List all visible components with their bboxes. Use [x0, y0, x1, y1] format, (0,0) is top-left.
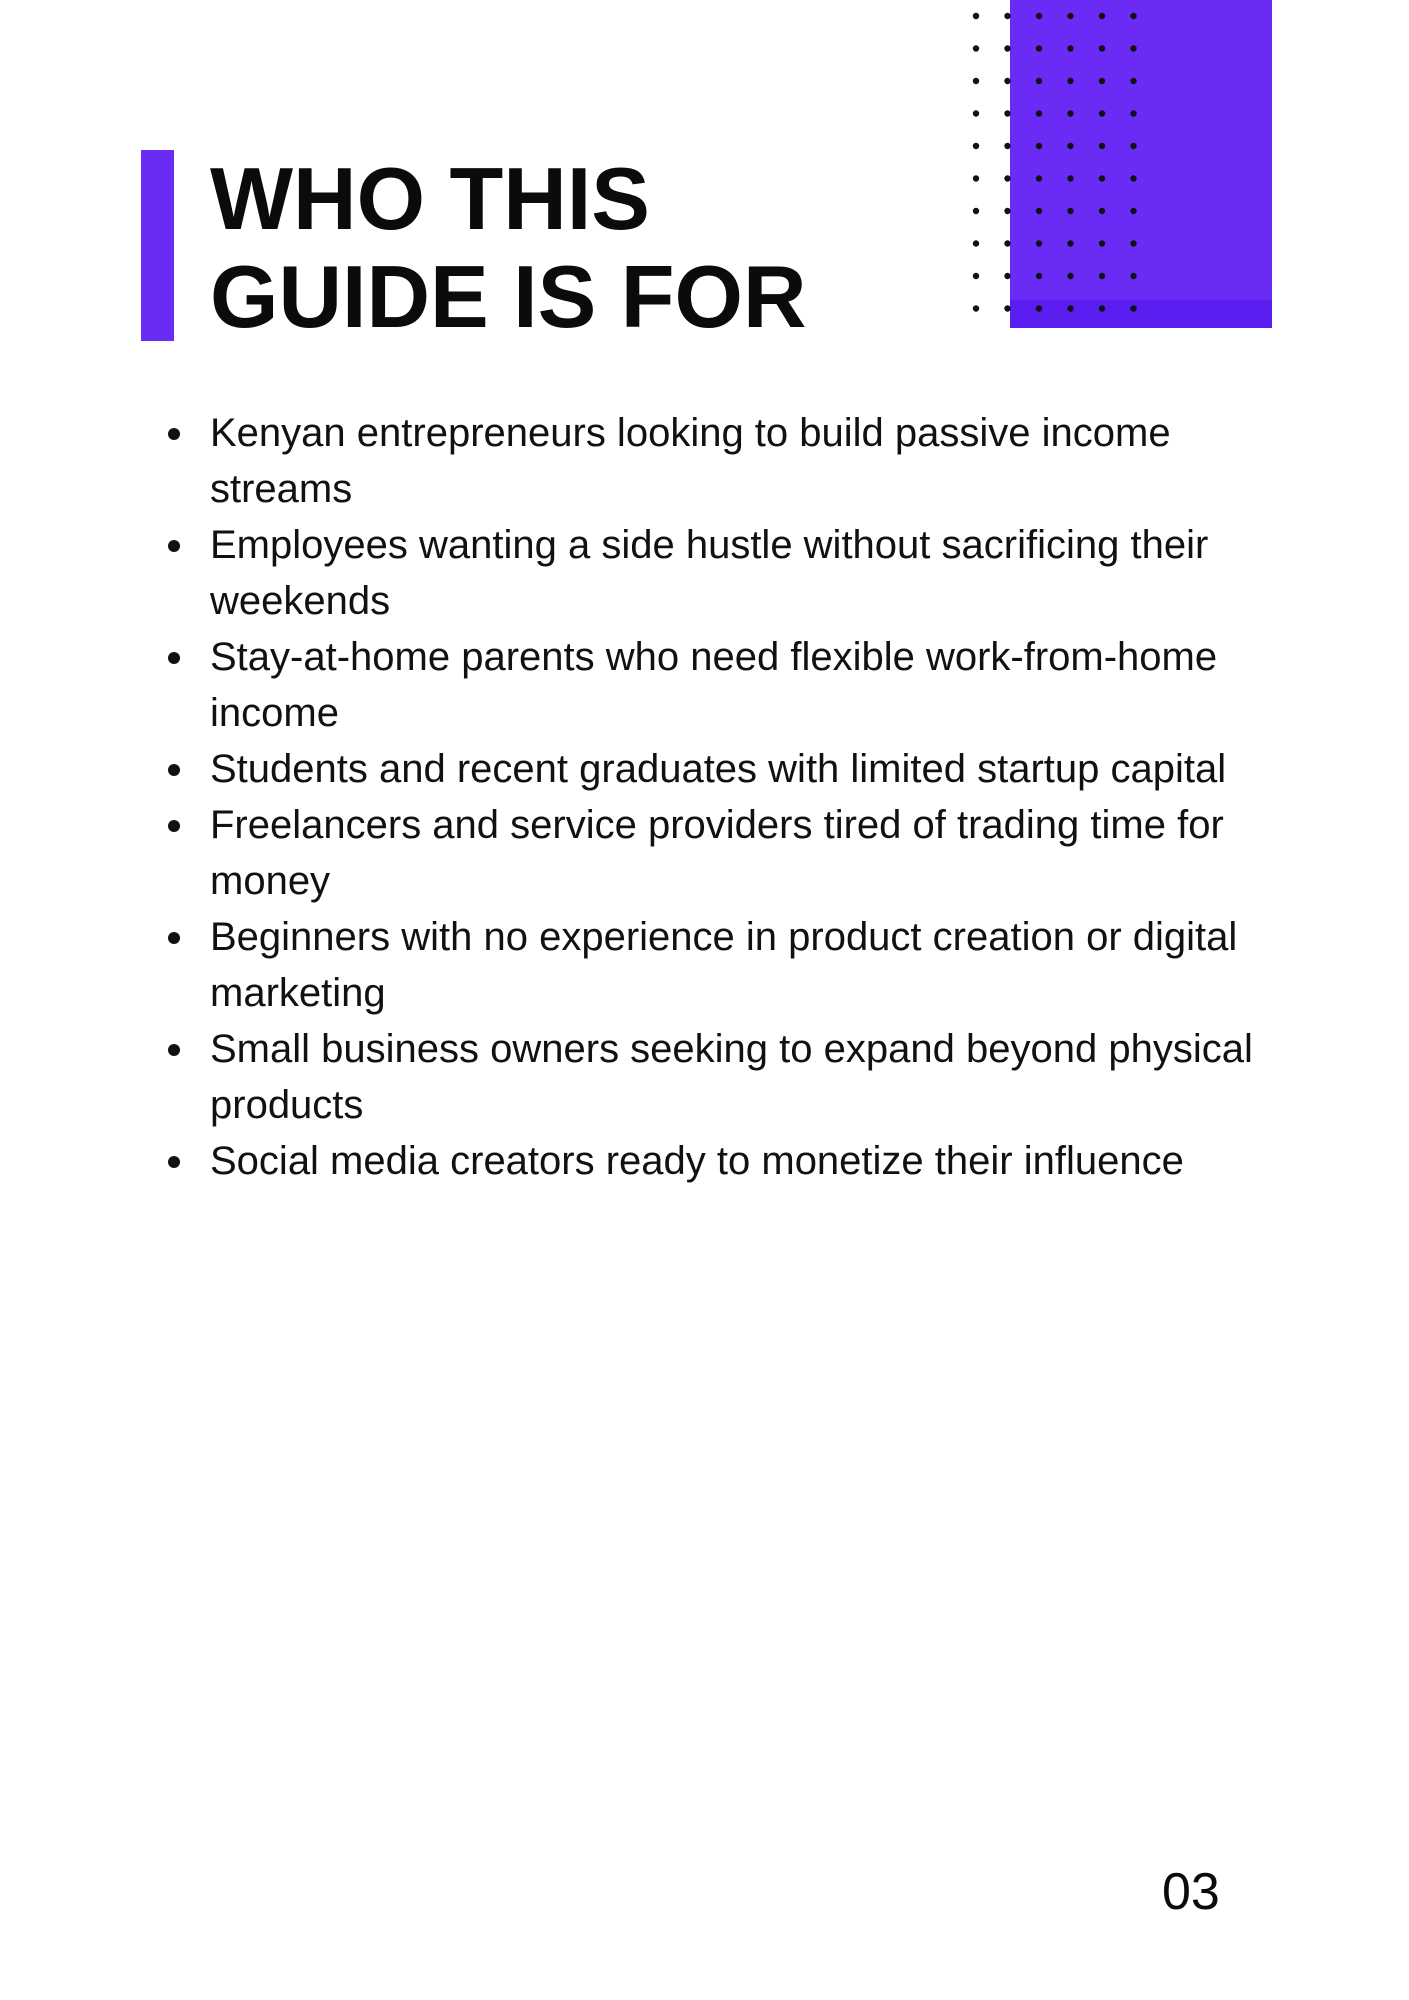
- decorative-dot: [1004, 110, 1010, 116]
- list-item-text: Students and recent graduates with limited startup capital: [210, 747, 1227, 791]
- decorative-dot: [1004, 240, 1010, 246]
- decorative-dot: [1067, 208, 1073, 214]
- decorative-dot: [1036, 305, 1042, 311]
- list-item-text: Social media creators ready to monetize their influence: [210, 1139, 1184, 1183]
- decorative-dot: [973, 78, 979, 84]
- bullet-icon: [168, 428, 180, 440]
- decorative-dot: [1067, 175, 1073, 181]
- decorative-dot: [973, 110, 979, 116]
- decorative-dot: [1130, 45, 1136, 51]
- bullet-icon: [168, 764, 180, 776]
- decorative-dot: [1099, 240, 1105, 246]
- bullet-icon: [168, 652, 180, 664]
- decorative-dot: [973, 305, 979, 311]
- decorative-dot: [973, 273, 979, 279]
- list-item: [160, 1021, 1280, 1133]
- decorative-dot: [1036, 45, 1042, 51]
- decorative-dot: [1099, 45, 1105, 51]
- list-item-text: Stay-at-home parents who need flexible work-from-home income: [210, 635, 1218, 735]
- decorative-dot: [1036, 273, 1042, 279]
- list-item-text: Kenyan entrepreneurs looking to build passive income streams: [210, 411, 1171, 511]
- list-item: [160, 1133, 1280, 1189]
- decorative-dot: [1130, 13, 1136, 19]
- page-number: 03: [1162, 1863, 1220, 1921]
- list-item: [160, 517, 1280, 629]
- decorative-dot: [1036, 78, 1042, 84]
- decorative-dot: [1099, 208, 1105, 214]
- decorative-dot: [1067, 110, 1073, 116]
- decorative-dot: [973, 45, 979, 51]
- decorative-dot: [1099, 78, 1105, 84]
- decorative-dot: [1004, 208, 1010, 214]
- list-item: [160, 909, 1280, 1021]
- bullet-icon: [168, 1156, 180, 1168]
- decorative-dot: [1130, 273, 1136, 279]
- decorative-dot: [1130, 78, 1136, 84]
- list-item: [160, 741, 1280, 797]
- decorative-dot: [1036, 110, 1042, 116]
- list-item: [160, 629, 1280, 741]
- page-title-line-1: WHO THIS: [210, 149, 650, 248]
- decorative-dot: [1099, 13, 1105, 19]
- decorative-dot: [1099, 110, 1105, 116]
- decorative-dot: [973, 13, 979, 19]
- decorative-dot: [1130, 305, 1136, 311]
- list-item: [160, 797, 1280, 909]
- decorative-dot: [1067, 143, 1073, 149]
- list-item-text: Small business owners seeking to expand beyond physical products: [210, 1027, 1253, 1127]
- decorative-dot: [1099, 143, 1105, 149]
- decorative-dot: [1130, 208, 1136, 214]
- decorative-dot: [1067, 273, 1073, 279]
- page-title: [210, 150, 807, 346]
- title-accent-bar: [141, 150, 174, 341]
- decorative-dot: [1067, 240, 1073, 246]
- decorative-dot: [1036, 240, 1042, 246]
- decorative-dot: [1067, 305, 1073, 311]
- decorative-dot: [1004, 305, 1010, 311]
- audience-list: [160, 405, 1280, 1189]
- decorative-dot: [1004, 175, 1010, 181]
- list-item: [160, 405, 1280, 517]
- decorative-dot-grid: [972, 8, 1152, 328]
- page-title-line-2: GUIDE IS FOR: [210, 247, 807, 346]
- bullet-icon: [168, 820, 180, 832]
- decorative-dot: [973, 240, 979, 246]
- decorative-dot: [1036, 175, 1042, 181]
- decorative-dot: [1130, 143, 1136, 149]
- decorative-dot: [1004, 13, 1010, 19]
- decorative-dot: [1130, 240, 1136, 246]
- bullet-icon: [168, 932, 180, 944]
- bullet-icon: [168, 540, 180, 552]
- decorative-dot: [1004, 45, 1010, 51]
- decorative-dot: [1099, 273, 1105, 279]
- list-item-text: Beginners with no experience in product creation or digital marketing: [210, 915, 1238, 1015]
- decorative-dot: [1036, 13, 1042, 19]
- decorative-dot: [973, 143, 979, 149]
- list-item-text: Employees wanting a side hustle without sacrificing their weekends: [210, 523, 1209, 623]
- decorative-dot: [1004, 143, 1010, 149]
- bullet-icon: [168, 1044, 180, 1056]
- decorative-dot: [1067, 78, 1073, 84]
- decorative-dot: [1130, 110, 1136, 116]
- decorative-dot: [1067, 13, 1073, 19]
- decorative-dot: [1099, 175, 1105, 181]
- decorative-dot: [1004, 273, 1010, 279]
- decorative-dot: [973, 208, 979, 214]
- decorative-dot: [1004, 78, 1010, 84]
- decorative-dot: [1099, 305, 1105, 311]
- list-item-text: Freelancers and service providers tired of trading time for money: [210, 803, 1224, 903]
- decorative-dot: [1036, 143, 1042, 149]
- decorative-dot: [1130, 175, 1136, 181]
- decorative-dot: [1036, 208, 1042, 214]
- decorative-dot: [1067, 45, 1073, 51]
- decorative-dot: [973, 175, 979, 181]
